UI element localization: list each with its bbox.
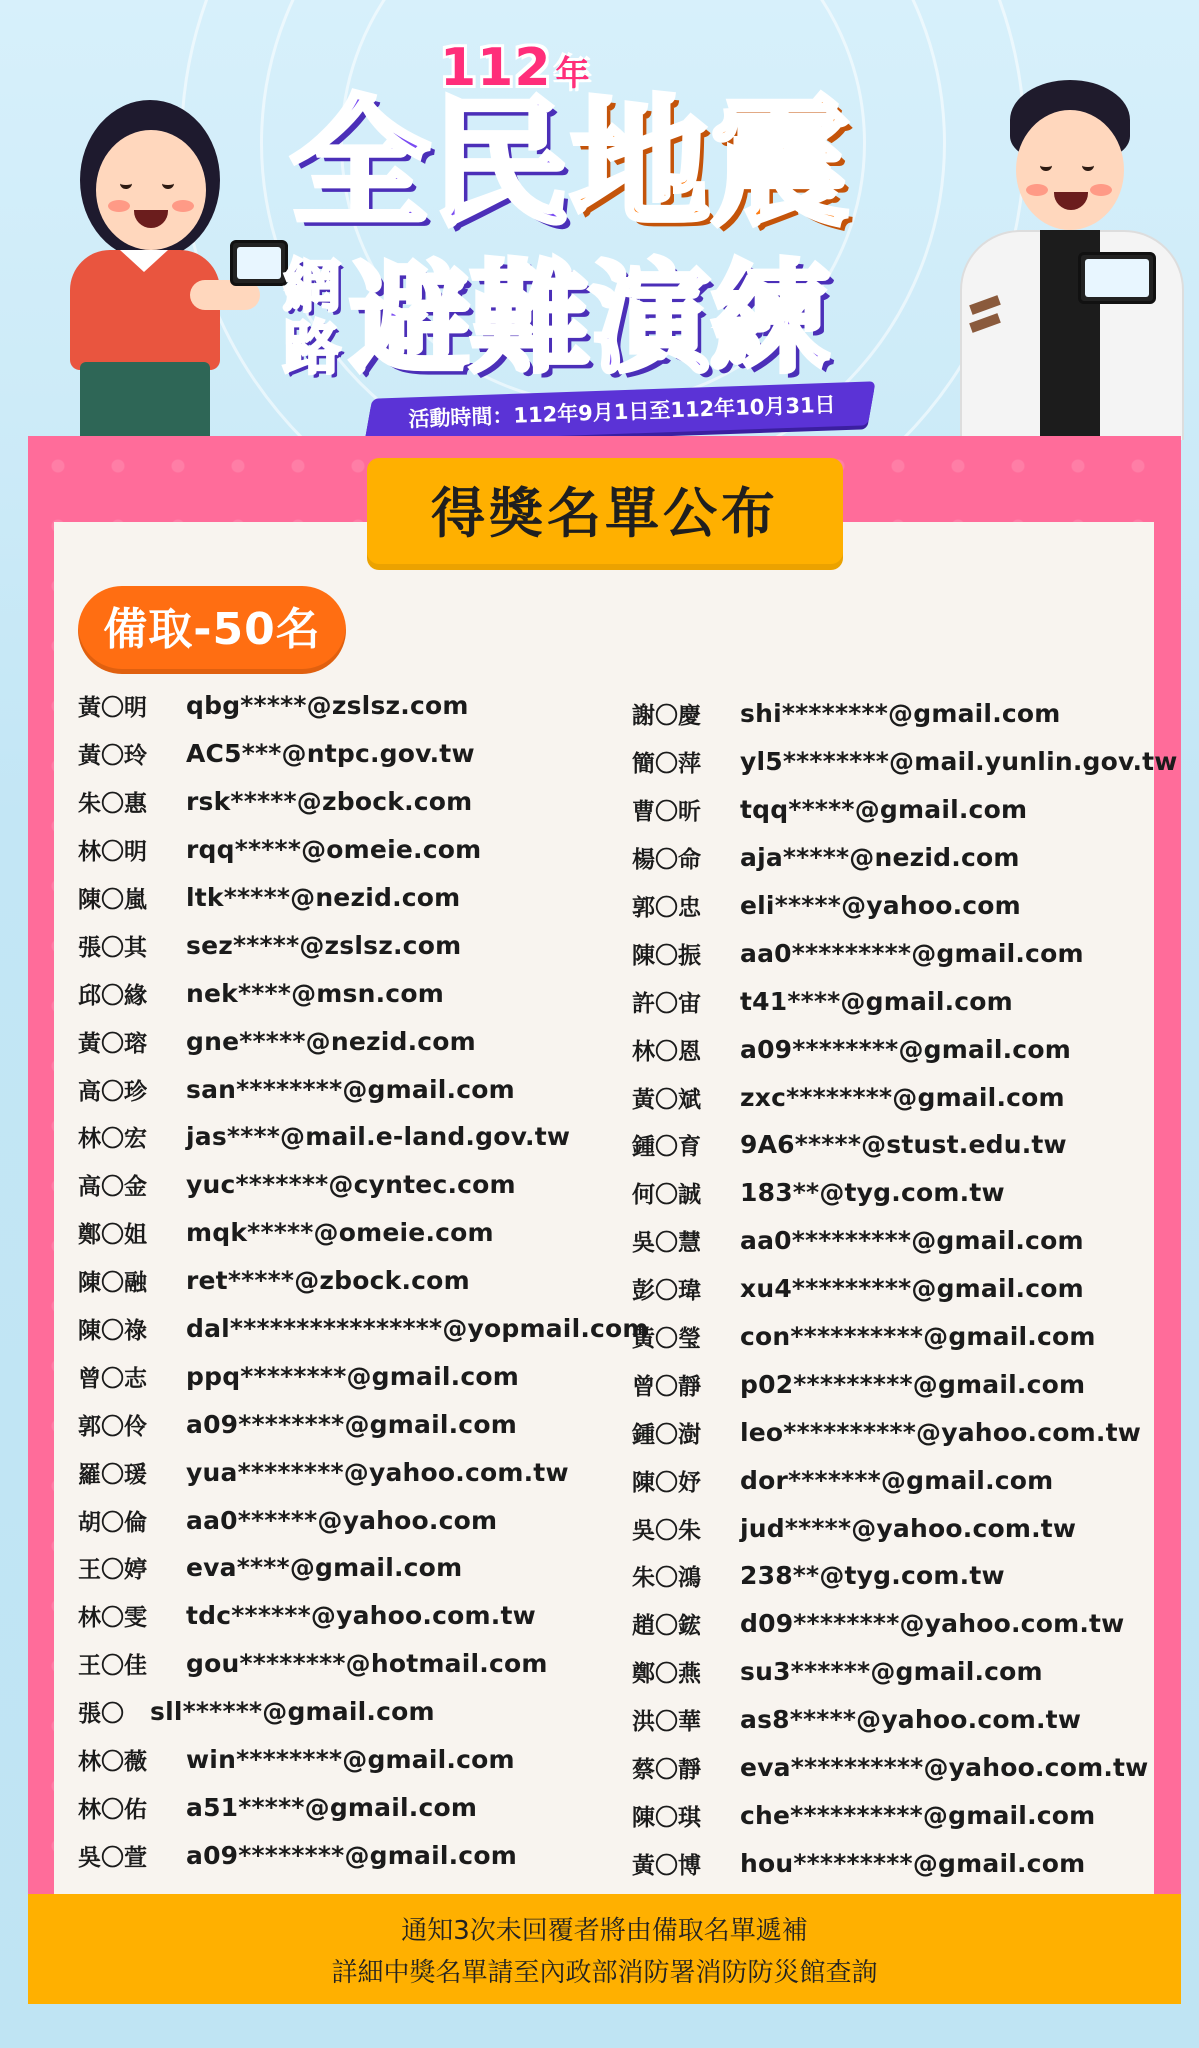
winner-name: 楊〇命 [632, 847, 701, 874]
title-sub [280, 250, 830, 389]
winner-row [632, 786, 1172, 834]
winner-row [632, 1839, 1172, 1887]
winner-row [78, 1305, 649, 1353]
winner-email: eva**********@yahoo.com.tw [740, 1753, 1149, 1783]
winner-email: AC5***@ntpc.gov.tw [186, 739, 475, 769]
winner-email: jud*****@yahoo.com.tw [740, 1513, 1077, 1543]
winner-row [78, 1448, 618, 1496]
winner-email: shi********@gmail.com [740, 699, 1061, 729]
winner-name: 王〇佳 [78, 1653, 147, 1680]
winner-name: 林〇雯 [78, 1605, 147, 1632]
winner-name: 王〇婷 [78, 1557, 147, 1584]
winner-row [78, 682, 618, 730]
winner-row [78, 1400, 618, 1448]
winner-email: sll******@gmail.com [150, 1697, 435, 1727]
winner-row [78, 1783, 618, 1831]
winner-name: 高〇金 [78, 1174, 147, 1201]
winner-name: 陳〇振 [632, 942, 701, 969]
winner-name: 陳〇祿 [78, 1318, 147, 1345]
notice-line-1: 通知3次未回覆者將由備取名單遞補 [401, 1916, 808, 1946]
winner-email: a09********@gmail.com [740, 1034, 1071, 1064]
winner-name: 陳〇嵐 [78, 887, 147, 913]
winner-email: gou********@hotmail.com [186, 1649, 548, 1679]
woman-illustration [20, 100, 280, 440]
winner-row [78, 1017, 618, 1065]
winner-email: 238**@tyg.com.tw [740, 1561, 1005, 1591]
winner-email: sez*****@zslsz.com [186, 930, 462, 960]
winner-name: 曹〇昕 [632, 799, 701, 826]
winner-email: xu4*********@gmail.com [740, 1274, 1084, 1304]
winner-row [632, 1456, 1172, 1504]
winner-name: 吳〇萱 [78, 1844, 147, 1871]
winner-row [632, 882, 1172, 930]
notice-line-2: 詳細中獎名單請至內政部消防署消防防災館查詢 [331, 1958, 878, 1988]
winner-name: 林〇恩 [632, 1038, 701, 1065]
winner-email: dor*******@gmail.com [740, 1465, 1054, 1495]
winner-name: 鍾〇澍 [632, 1421, 701, 1448]
winner-name: 高〇珍 [78, 1078, 147, 1105]
winner-name: 陳〇琪 [632, 1804, 701, 1831]
winner-name: 張〇其 [78, 934, 147, 961]
event-title [280, 30, 920, 440]
winner-name: 邱〇緣 [78, 982, 147, 1009]
winner-email: a51*****@gmail.com [186, 1792, 478, 1822]
winner-row [632, 1408, 1172, 1456]
winner-email: aa0*********@gmail.com [740, 938, 1084, 968]
winner-email: aja*****@nezid.com [740, 843, 1020, 873]
winner-row [632, 1696, 1172, 1744]
winner-name: 蔡〇靜 [632, 1757, 701, 1784]
winner-name: 鄭〇姐 [78, 1222, 147, 1249]
winner-row [632, 1504, 1172, 1552]
winner-name: 曾〇靜 [632, 1373, 701, 1400]
winner-name: 謝〇慶 [632, 703, 701, 730]
winner-name: 郭〇伶 [78, 1413, 147, 1440]
winner-row [632, 929, 1172, 977]
winner-row [78, 1592, 618, 1640]
winner-name: 曾〇志 [78, 1365, 147, 1392]
winner-name: 林〇宏 [78, 1126, 147, 1153]
winner-name: 鍾〇育 [632, 1134, 701, 1161]
event-period: 活動時間：112年9月1日至112年10月31日 [408, 392, 836, 432]
winner-row [78, 1113, 618, 1161]
winner-name: 林〇明 [78, 839, 147, 866]
winner-row [78, 1736, 618, 1784]
winner-name: 洪〇華 [632, 1709, 701, 1736]
winner-email: p02*********@gmail.com [740, 1369, 1086, 1399]
winner-row [632, 1360, 1172, 1408]
man-illustration [930, 80, 1190, 440]
winner-row [78, 1209, 618, 1257]
winner-row [632, 738, 1178, 786]
winner-email: leo**********@yahoo.com.tw [740, 1417, 1142, 1447]
winner-email: ltk*****@nezid.com [186, 883, 461, 912]
winner-email: aa0******@yahoo.com [186, 1505, 498, 1535]
winner-name: 林〇佑 [78, 1796, 147, 1823]
winner-email: yl5********@mail.yunlin.gov.tw [740, 747, 1178, 777]
winner-email: nek****@msn.com [186, 978, 444, 1008]
year-badge: 112 年 [440, 38, 591, 98]
winner-row [632, 1313, 1172, 1361]
award-title: 得獎名單公布 [367, 458, 843, 570]
winner-name: 黃〇明 [78, 695, 147, 722]
title-drill: 避難演練 [350, 250, 830, 389]
winner-email: qbg*****@zslsz.com [186, 691, 469, 721]
winners-list-left [78, 682, 649, 1879]
winner-row [632, 1600, 1172, 1648]
winner-email: rsk*****@zbock.com [186, 787, 473, 817]
winner-row [78, 778, 618, 826]
winner-row [632, 1025, 1172, 1073]
winner-row [78, 730, 618, 778]
winner-row [78, 1496, 618, 1544]
winners-list-right [632, 690, 1178, 1887]
winner-name: 彭〇瑋 [632, 1278, 701, 1305]
winner-email: zxc********@gmail.com [740, 1082, 1065, 1112]
winner-row [78, 1352, 618, 1400]
winner-name: 胡〇倫 [78, 1509, 147, 1536]
winner-email: yua********@yahoo.com.tw [186, 1457, 569, 1487]
winner-name: 吳〇慧 [632, 1230, 701, 1257]
title-main [290, 83, 851, 246]
winner-name: 鄭〇燕 [632, 1661, 701, 1688]
winner-email: con**********@gmail.com [740, 1322, 1096, 1352]
winner-name: 黃〇斌 [632, 1086, 701, 1113]
winner-email: a09********@gmail.com [186, 1840, 517, 1870]
backup-count-badge: 備取-50名 [78, 586, 346, 674]
winner-row [632, 1265, 1172, 1313]
winner-name: 陳〇妤 [632, 1469, 701, 1496]
winner-name: 何〇誠 [632, 1182, 701, 1209]
winner-email: d09********@yahoo.com.tw [740, 1609, 1125, 1639]
winner-email: gne*****@nezid.com [186, 1026, 476, 1056]
winner-row [78, 874, 618, 922]
title-di-zhen: 地震 [570, 83, 851, 246]
title-quan-min: 全民 [290, 83, 571, 246]
winner-row [632, 1121, 1172, 1169]
winner-row [632, 1552, 1172, 1600]
winner-email: mqk*****@omeie.com [186, 1218, 494, 1248]
winner-row [78, 969, 618, 1017]
winner-row [632, 690, 1172, 738]
winner-name: 黃〇博 [632, 1852, 701, 1879]
winner-row [78, 1065, 618, 1113]
winner-email: eva****@gmail.com [186, 1553, 463, 1583]
winner-email: ret*****@zbock.com [186, 1266, 470, 1296]
winner-email: su3******@gmail.com [740, 1657, 1043, 1687]
winner-email: tdc******@yahoo.com.tw [186, 1601, 536, 1631]
winner-row [78, 1161, 618, 1209]
winner-email: yuc*******@cyntec.com [186, 1170, 516, 1200]
winner-email: as8*****@yahoo.com.tw [740, 1705, 1082, 1735]
winner-row [632, 1791, 1172, 1839]
winner-row [78, 1831, 618, 1879]
winner-row [632, 834, 1172, 882]
winner-name: 吳〇朱 [632, 1517, 701, 1544]
winner-email: ppq********@gmail.com [186, 1361, 519, 1391]
winner-email: a09********@gmail.com [186, 1409, 517, 1439]
winner-name: 黃〇玲 [78, 743, 147, 770]
winner-name: 林〇薇 [78, 1749, 147, 1776]
winner-name: 羅〇瑗 [78, 1461, 147, 1488]
winner-name: 許〇宙 [632, 990, 701, 1017]
winner-email: che**********@gmail.com [740, 1800, 1096, 1830]
winner-email: aa0*********@gmail.com [740, 1226, 1084, 1256]
winner-name: 陳〇融 [78, 1270, 147, 1297]
winner-name: 張〇 [78, 1701, 124, 1728]
winner-name: 黃〇瑢 [78, 1030, 147, 1057]
winner-email: dal****************@yopmail.com [186, 1314, 649, 1344]
winner-email: rqq*****@omeie.com [186, 835, 482, 865]
winner-row [78, 1257, 618, 1305]
winner-name: 簡〇萍 [632, 751, 701, 778]
winner-row [632, 1169, 1172, 1217]
winner-email: hou*********@gmail.com [740, 1848, 1086, 1878]
winner-name: 趙〇鋐 [632, 1613, 701, 1640]
winner-name: 黃〇瑩 [632, 1326, 701, 1353]
winner-row [78, 921, 618, 969]
winner-name: 郭〇忠 [632, 895, 701, 921]
winner-email: 183**@tyg.com.tw [740, 1178, 1005, 1208]
winner-email: jas****@mail.e-land.gov.tw [186, 1122, 571, 1152]
winner-row [632, 1073, 1172, 1121]
winner-email: win********@gmail.com [186, 1745, 515, 1775]
winner-row [632, 1217, 1172, 1265]
winner-name: 朱〇惠 [78, 791, 147, 818]
winner-name: 朱〇鴻 [632, 1565, 701, 1592]
winner-row [78, 1688, 618, 1736]
winner-row [632, 977, 1172, 1025]
winner-row [632, 1744, 1172, 1792]
winner-row [78, 826, 618, 874]
winner-email: eli*****@yahoo.com [740, 891, 1021, 920]
winner-row [632, 1648, 1172, 1696]
winner-email: tqq*****@gmail.com [740, 795, 1028, 825]
notice-footer [28, 1894, 1181, 2004]
winner-row [78, 1544, 618, 1592]
winner-email: t41****@gmail.com [740, 986, 1013, 1016]
header-banner [0, 0, 1199, 440]
winner-email: san********@gmail.com [186, 1074, 515, 1104]
winner-row [78, 1640, 618, 1688]
title-wang-lu: 網 路 [282, 252, 341, 382]
winner-email: 9A6*****@stust.edu.tw [740, 1130, 1067, 1160]
